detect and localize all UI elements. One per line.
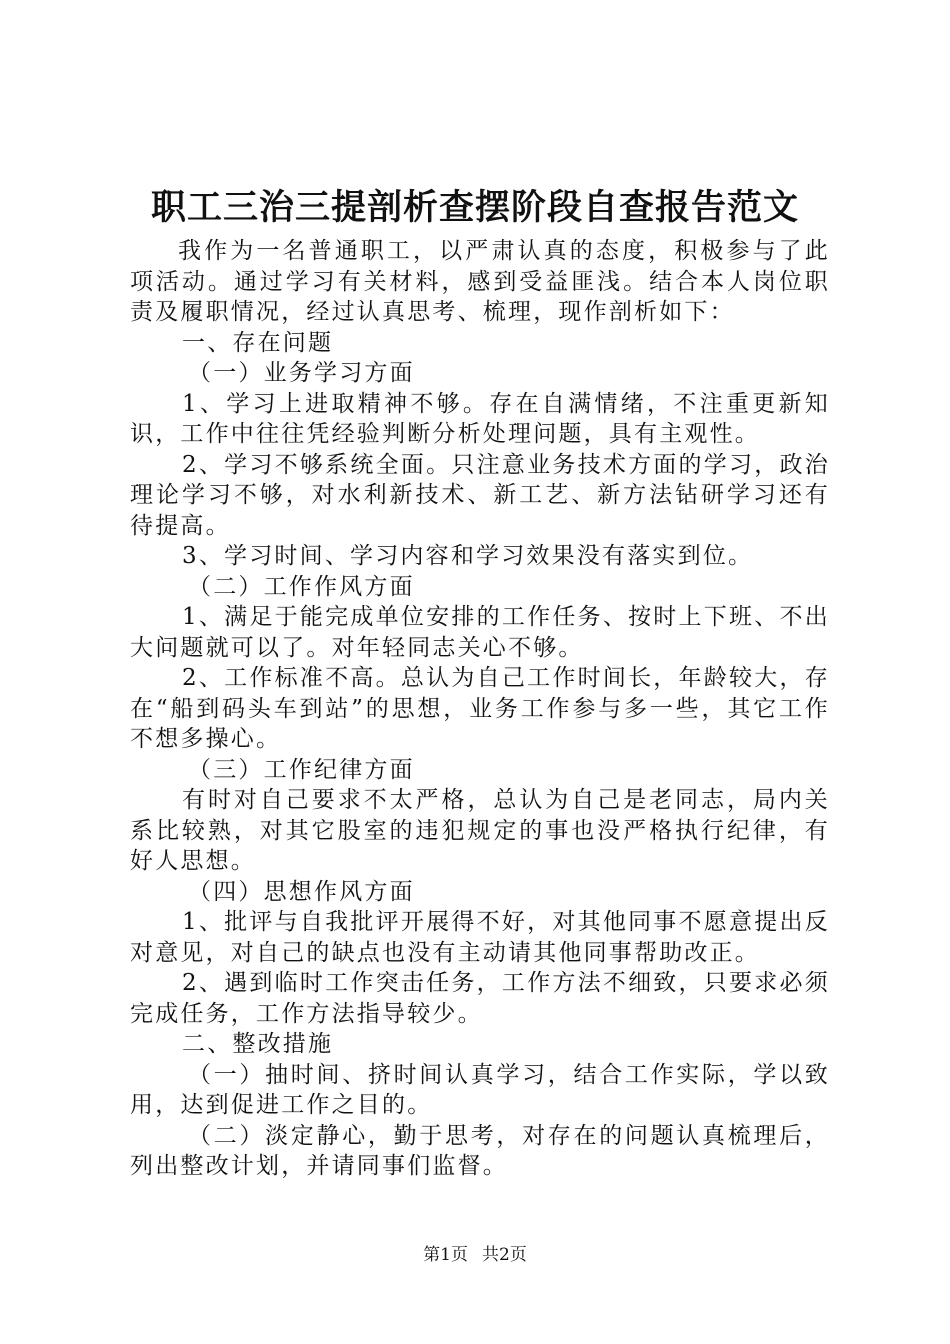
paragraph-item: 1、批评与自我批评开展得不好，对其他同事不愿意提出反对意见，对自己的缺点也没有主动请其他同事帮助改正。 <box>130 909 830 966</box>
document-body <box>130 236 830 1182</box>
paragraph-item: 2、学习不够系统全面。只注意业务技术方面的学习，政治理论学习不够，对水利新技术、新工艺、新方法钻研学习还有待提高。 <box>130 451 830 539</box>
subsection-heading-discipline: （三）工作纪律方面 <box>188 756 415 783</box>
paragraph-item: 有时对自己要求不太严格，总认为自己是老同志，局内关系比较熟，对其它股室的违犯规定的事也没严格执行纪律，有好人思想。 <box>130 787 830 874</box>
paragraph-measure: （二）淡定静心，勤于思考，对存在的问题认真梳理后，列出整改计划，并请同事们监督。 <box>130 1122 830 1179</box>
page-number: 第1页 <box>423 1245 468 1265</box>
subsection-heading-work-style: （二）工作作风方面 <box>188 573 415 600</box>
paragraph-item: 1、学习上进取精神不够。存在自满情绪，不注重更新知识，工作中往往凭经验判断分析处理问题，具有主观性。 <box>130 390 830 447</box>
paragraph-item: 2、遇到临时工作突击任务，工作方法不细致，只要求必须完成任务，工作方法指导较少。 <box>130 970 830 1027</box>
paragraph-item: 3、学习时间、学习内容和学习效果没有落实到位。 <box>182 543 754 569</box>
paragraph-item: 1、满足于能完成单位安排的工作任务、按时上下班、不出大问题就可以了。对年轻同志关心不够。 <box>130 604 830 661</box>
subsection-heading-thinking: （四）思想作风方面 <box>188 878 415 905</box>
document-title: 职工三治三提剖析查摆阶段自查报告范文 <box>150 187 799 228</box>
paragraph-intro: 我作为一名普通职工，以严肃认真的态度，积极参与了此项活动。通过学习有关材料，感到受益匪浅。结合本人岗位职责及履职情况，经过认真思考、梳理，现作剖析如下： <box>130 238 830 325</box>
section-heading-problems: 一、存在问题 <box>182 329 334 356</box>
section-heading-measures: 二、整改措施 <box>182 1031 334 1057</box>
subsection-heading-study: （一）业务学习方面 <box>188 360 415 386</box>
page-total: 共2页 <box>482 1245 527 1265</box>
paragraph-measure: （一）抽时间、挤时间认真学习，结合工作实际，学以致用，达到促进工作之目的。 <box>130 1061 830 1118</box>
paragraph-item: 2、工作标准不高。总认为自己工作时间长，年龄较大，存在“船到码头车到站”的思想，业务工作参与多一些，其它工作不想多操心。 <box>130 665 830 752</box>
page-footer <box>0 1243 950 1267</box>
